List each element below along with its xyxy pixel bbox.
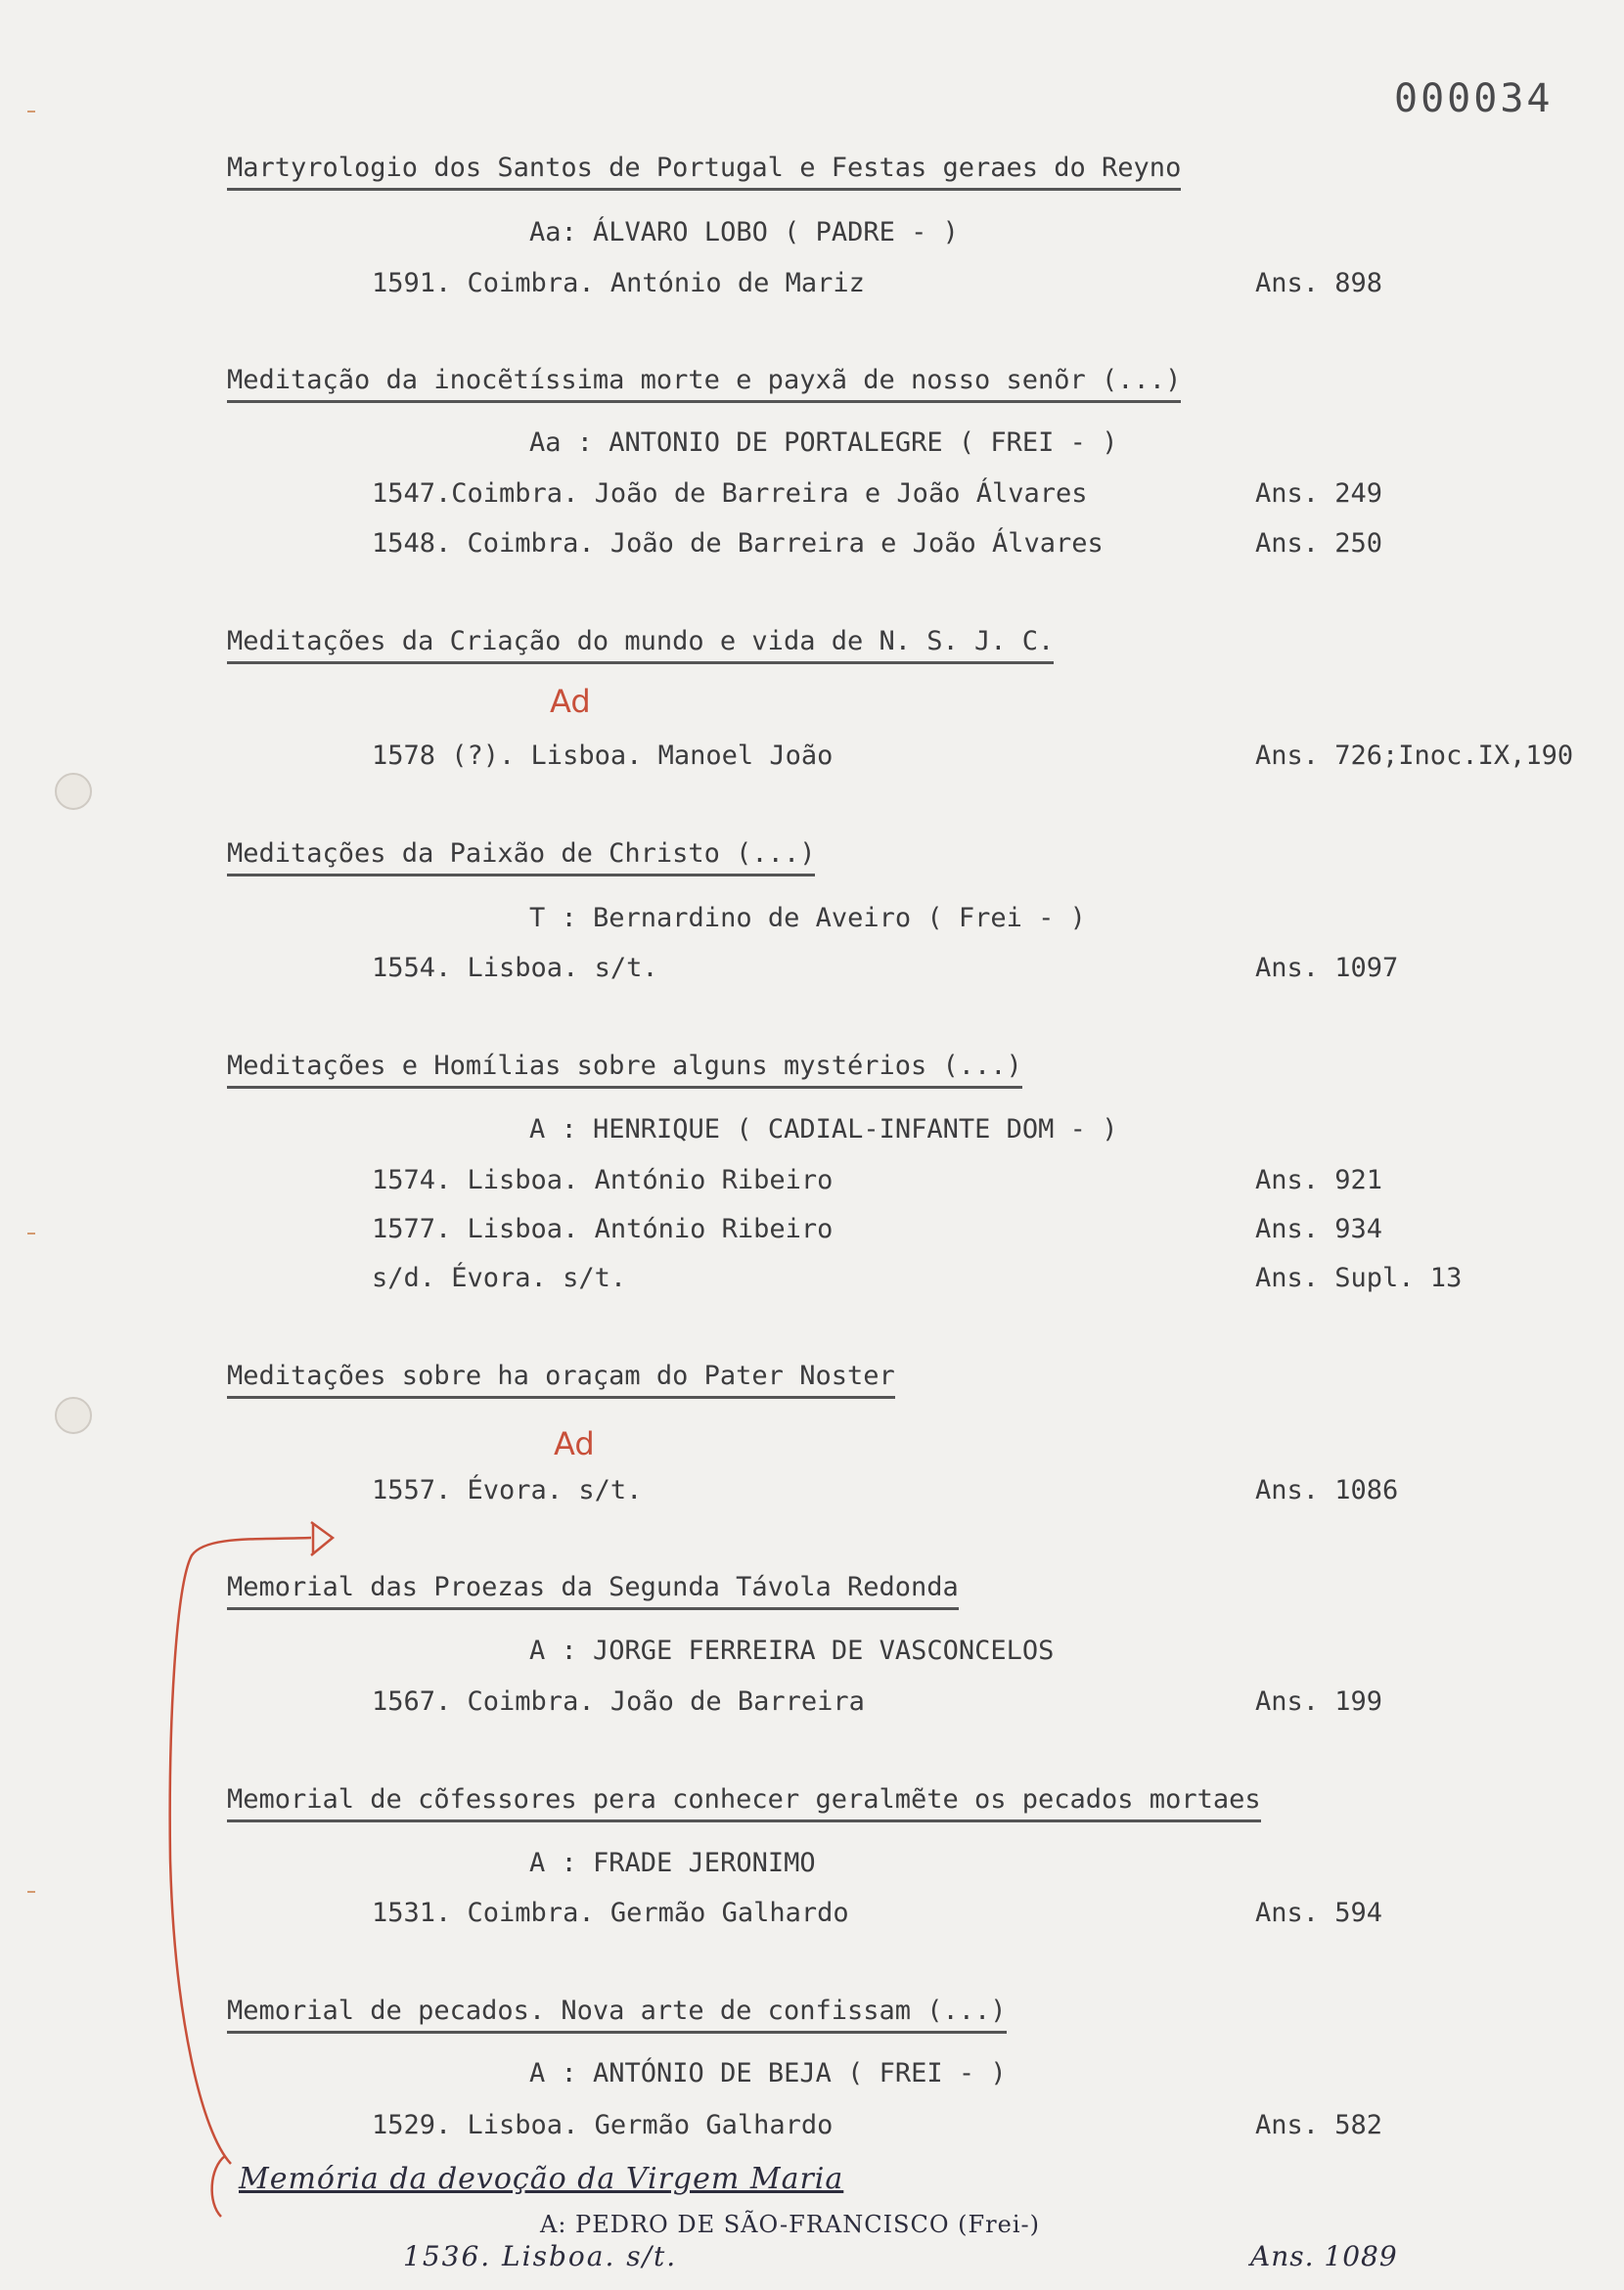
entry-author: T : Bernardino de Aveiro ( Frei - ) [529, 903, 1086, 933]
entry-title: Meditações da Criação do mundo e vida de N. S. J. C. [227, 626, 1054, 664]
edition-reference: Ans. 1097 [1255, 953, 1399, 983]
handwritten-title: Memória da devoção da Virgem Maria [239, 2162, 844, 2196]
edition-reference: Ans. 249 [1255, 478, 1383, 509]
edition-imprint: 1554. Lisboa. s/t. [372, 953, 658, 983]
entry-author: A : ANTÓNIO DE BEJA ( FREI - ) [529, 2058, 1007, 2088]
reference-number: 000034 [1394, 76, 1554, 121]
ad-annotation: Ad [550, 683, 591, 720]
entry-title: Memorial das Proezas da Segunda Távola Redonda [227, 1572, 959, 1610]
edition-imprint: 1577. Lisboa. António Ribeiro [372, 1214, 834, 1244]
entry-author: A : HENRIQUE ( CADIAL-INFANTE DOM - ) [529, 1114, 1118, 1145]
entry-title: Memorial de pecados. Nova arte de confissam (...) [227, 1996, 1007, 2034]
ad-annotation: Ad [554, 1425, 595, 1462]
edition-reference: Ans. 898 [1255, 268, 1383, 298]
entry-title: Martyrologio dos Santos de Portugal e Festas geraes do Reyno [227, 153, 1181, 191]
edition-reference: Ans. 594 [1255, 1898, 1383, 1928]
edition-reference: Ans. 199 [1255, 1686, 1383, 1717]
entry-title: Meditações e Homílias sobre alguns mystérios (...) [227, 1051, 1022, 1089]
edition-imprint: 1547.Coimbra. João de Barreira e João Álvares [372, 478, 1088, 509]
entry-title: Meditação da inocẽtíssima morte e payxã de nosso senõr (...) [227, 365, 1181, 403]
entry-title: Meditações da Paixão de Christo (...) [227, 838, 815, 876]
edition-reference: Ans. 582 [1255, 2110, 1383, 2140]
edition-reference: Ans. 726;Inoc.IX,190 [1255, 741, 1574, 771]
handwritten-reference: Ans. 1089 [1250, 2240, 1398, 2272]
edition-imprint: 1557. Évora. s/t. [372, 1475, 643, 1505]
entry-author: Aa: ÁLVARO LOBO ( PADRE - ) [529, 217, 959, 247]
edition-reference: Ans. 250 [1255, 528, 1383, 559]
edition-imprint: 1567. Coimbra. João de Barreira [372, 1686, 865, 1717]
edition-reference: Ans. Supl. 13 [1255, 1263, 1463, 1293]
edition-imprint: 1578 (?). Lisboa. Manoel João [372, 741, 834, 771]
entry-author: A : JORGE FERREIRA DE VASCONCELOS [529, 1636, 1055, 1666]
entry-title: Meditações sobre ha oraçam do Pater Noster [227, 1361, 895, 1399]
edition-imprint: 1591. Coimbra. António de Mariz [372, 268, 865, 298]
edition-imprint: 1548. Coimbra. João de Barreira e João Álvares [372, 528, 1104, 559]
entry-title: Memorial de cõfessores pera conhecer geralmẽte os pecados mortaes [227, 1784, 1261, 1822]
edition-imprint: 1529. Lisboa. Germão Galhardo [372, 2110, 834, 2140]
handwritten-author: A: PEDRO DE SÃO-FRANCISCO (Frei-) [540, 2211, 1041, 2238]
edition-imprint: 1574. Lisboa. António Ribeiro [372, 1165, 834, 1195]
edition-reference: Ans. 1086 [1255, 1475, 1399, 1505]
edition-imprint: s/d. Évora. s/t. [372, 1263, 627, 1293]
handwritten-edition: 1536. Lisboa. s/t. [403, 2240, 678, 2272]
edition-reference: Ans. 921 [1255, 1165, 1383, 1195]
edition-imprint: 1531. Coimbra. Germão Galhardo [372, 1898, 849, 1928]
entry-author: Aa : ANTONIO DE PORTALEGRE ( FREI - ) [529, 427, 1118, 458]
edition-reference: Ans. 934 [1255, 1214, 1383, 1244]
entry-author: A : FRADE JERONIMO [529, 1848, 816, 1878]
